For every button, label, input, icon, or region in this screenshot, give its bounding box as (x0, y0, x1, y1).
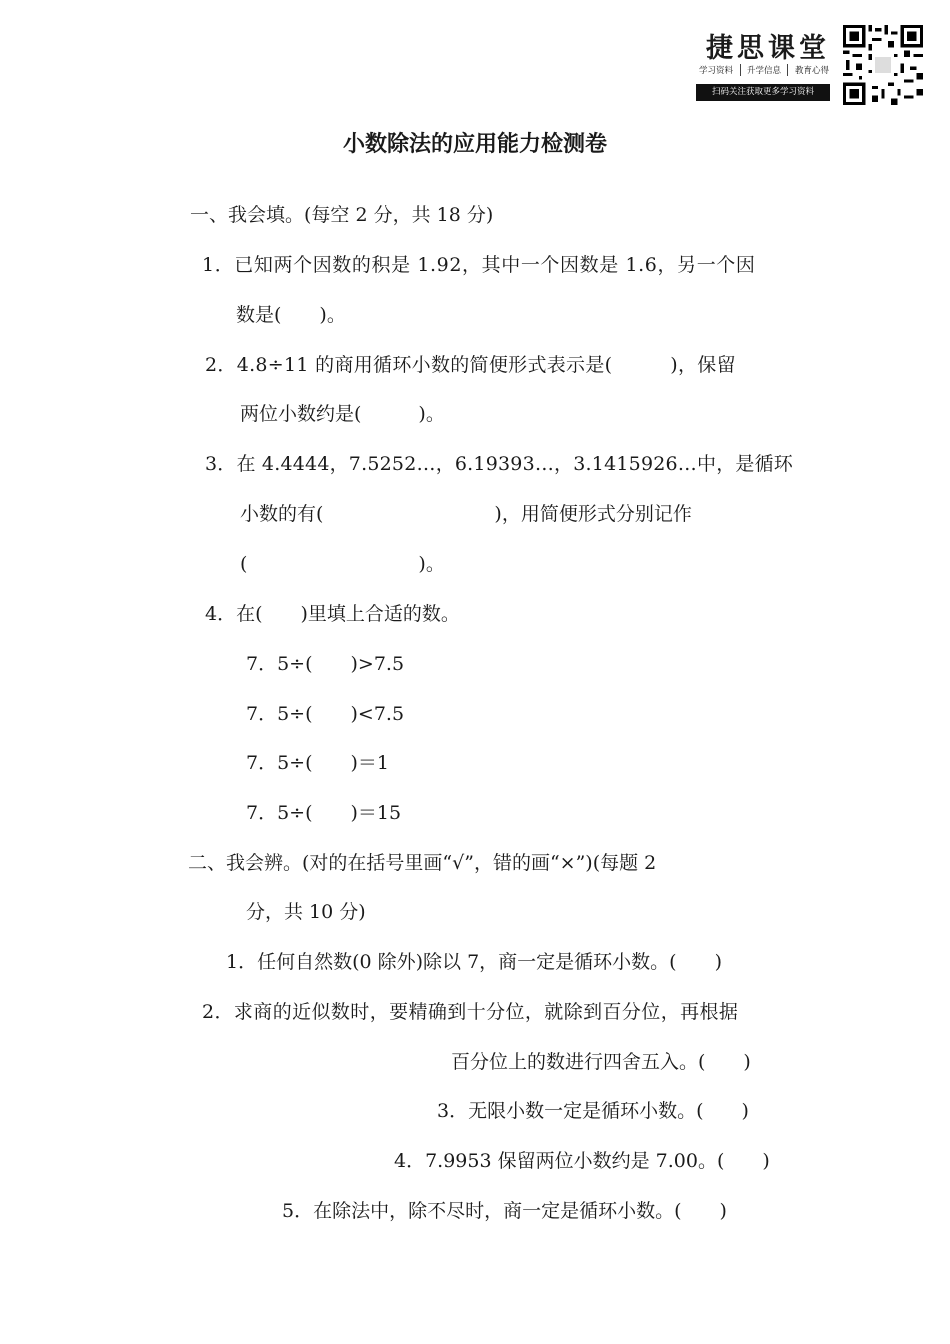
brand-tag: 教育心得 (794, 66, 829, 76)
brand-banner: 扫码关注获取更多学习资料 (696, 84, 830, 101)
question-text: 4．7.9953 保留两位小数约是 7.00。( ) (394, 1150, 770, 1172)
question-text: 5．在除法中，除不尽时，商一定是循环小数。( ) (282, 1200, 727, 1222)
list-item: 7．5÷( )＝1 (246, 752, 390, 774)
list-item: 7．5÷( )<7.5 (246, 703, 405, 725)
question-text: 百分位上的数进行四舍五入。( ) (451, 1051, 751, 1073)
question-text: 3．在 4.4444，7.5252…，6.19393…，3.1415926…中，是循环 (205, 453, 794, 475)
page-title: 小数除法的应用能力检测卷 (342, 132, 607, 157)
brand-tag: 升学信息 (746, 66, 781, 76)
list-item: 7．5÷( )＝15 (246, 802, 402, 824)
section-heading: 二、我会辨。(对的在括号里画“√”，错的画“×”)(每题 2 (188, 852, 657, 874)
brand-tags (696, 64, 832, 76)
question-text: 1．已知两个因数的积是 1.92，其中一个因数是 1.6，另一个因 (202, 254, 756, 276)
qr-code-icon[interactable] (843, 25, 923, 105)
question-text: 小数的有( )，用简便形式分别记作 (240, 503, 692, 525)
question-text: 2．4.8÷11 的商用循环小数的简便形式表示是( )，保留 (205, 354, 736, 376)
section-heading: 一、我会填。(每空 2 分，共 18 分) (190, 204, 494, 226)
brand-name: 捷思课堂 (706, 33, 830, 64)
section-heading: 分，共 10 分) (246, 901, 366, 923)
divider (787, 64, 788, 76)
question-text: 4．在( )里填上合适的数。 (205, 603, 460, 625)
divider (740, 64, 741, 76)
question-text: 2．求商的近似数时，要精确到十分位，就除到百分位，再根据 (202, 1001, 739, 1023)
question-text: 3．无限小数一定是循环小数。( ) (437, 1100, 749, 1122)
question-text: 1．任何自然数(0 除外)除以 7，商一定是循环小数。( ) (226, 951, 722, 973)
question-text: ( )。 (240, 553, 445, 575)
question-text: 两位小数约是( )。 (240, 403, 445, 425)
question-text: 数是( )。 (236, 304, 346, 326)
brand-tag: 学习资料 (699, 66, 734, 76)
list-item: 7．5÷( )>7.5 (246, 653, 405, 675)
